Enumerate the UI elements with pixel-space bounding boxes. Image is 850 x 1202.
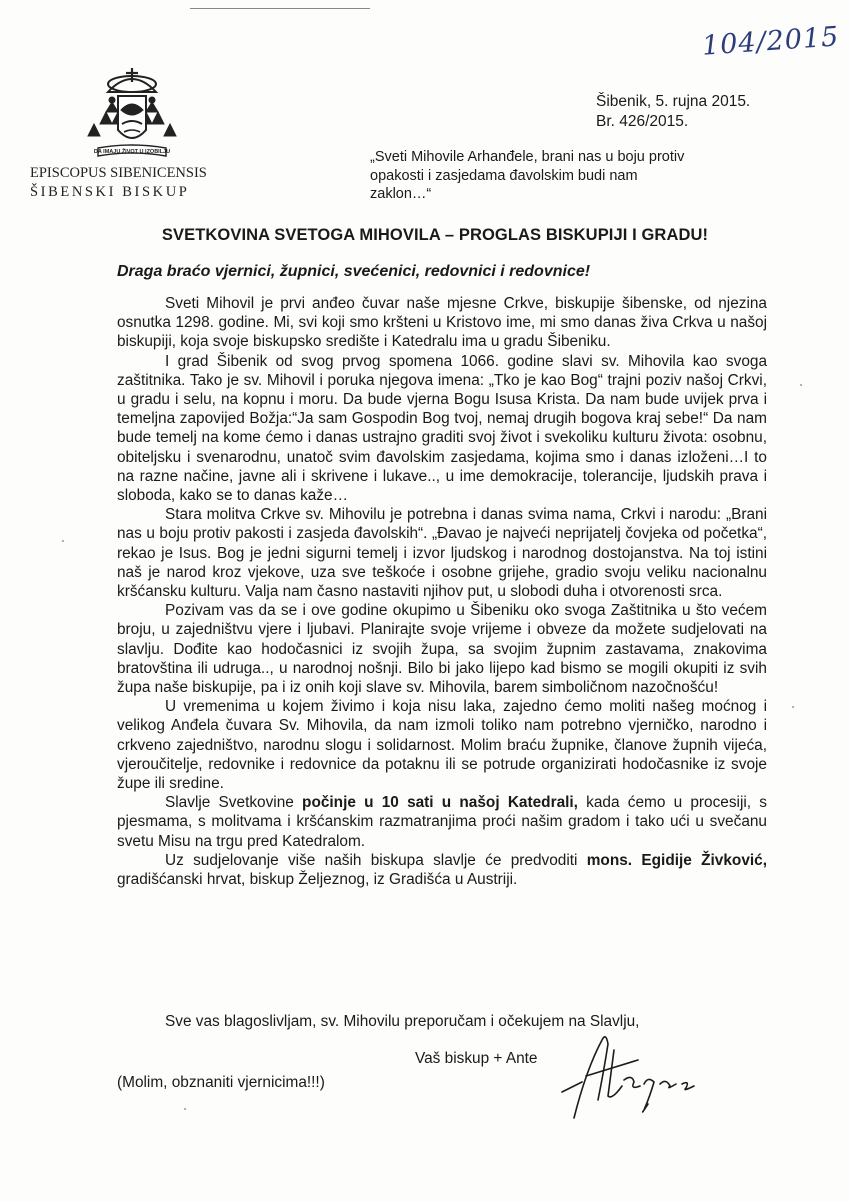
paper-speck	[62, 540, 64, 542]
paragraph-5: U vremenima u kojem živimo i koja nisu laka, zajedno ćemo moliti našeg moćnog i velikog Anđela čuvara Sv. Mihovila, da nam izmoli toliko nam potrebno vjerničko, narodno i crkveno zajedništvo, narodnu slogu i solidarnost. Molim braću župnike, članove župnih vijeća, vjeroučitelje, redovnike i redovnice da potaknu ili se potrude organizirati hodočasnike iz svoje župe ili sredine.	[117, 698, 767, 793]
crest-caption-latin: EPISCOPUS SIBENICENSIS	[30, 165, 207, 181]
crest-scroll-motto: DA IMAJU ŽIVOT U IZOBILJU	[93, 149, 171, 155]
paragraph-6-end: kada ćemo u procesiji, s pjesmama, s molitvama i kršćanskim razmatranjima proći našim gradom i tako ući u svečanu svetu Misu na trgu pred Katedralom.	[117, 794, 767, 850]
paper-speck	[184, 1108, 186, 1110]
blessing-line: Sve vas blagoslivljam, sv. Mihovilu preporučam i očekujem na Slavlju,	[165, 1013, 640, 1030]
paragraph-7-end: gradišćanski hrvat, biskup Željeznog, iz Gradišća u Austriji.	[117, 871, 518, 889]
paragraph-7-emphasis: mons. Egidije Živković,	[586, 851, 767, 869]
paragraph-3: Stara molitva Crkve sv. Mihovilu je potrebna i danas svima nama, Crkvi i narodu: „Brani nas u boju protiv pakosti i zasjeda đavolskih“. „Đavao je najveći neprijatelj čovjeka od početka“, rekao je Isus. Bog je jedni sigurni temelj i izvor ljudskog i narodnog dostojanstva. Na toj istini naš je narod kroz vjekove, uza sve teškoće i osobne grijehe, gradio svoju veliku nacionalnu kršćansku kulturu. Valja nam časno nastaviti njihov put, u slobodi duha i otvorenosti srca.	[117, 506, 767, 601]
paragraph-1: Sveti Mihovil je prvi anđeo čuvar naše mjesne Crkve, biskupije šibenske, od njezina osnutka 1298. godine. Mi, svi koji smo kršteni u Kristovo ime, mi smo danas živa Crkva u našoj biskupiji, koja svoje biskupsko središte i Katedralu ima u gradu Šibeniku.	[117, 295, 767, 351]
crest-caption	[30, 164, 240, 202]
document-reference-number: Br. 426/2015.	[596, 113, 689, 130]
greeting: Draga braćo vjernici, župnici, svećenici, redovnici i redovnice!	[117, 263, 591, 280]
paragraph-6	[117, 793, 767, 851]
date-block	[596, 92, 750, 132]
document-title: SVETKOVINA SVETOGA MIHOVILA – PROGLAS BISKUPIJI I GRADU!	[161, 226, 709, 244]
signoff-line: Vaš biskup + Ante	[415, 1050, 538, 1067]
document-date: Šibenik, 5. rujna 2015.	[596, 93, 751, 110]
handwritten-signature	[552, 1030, 702, 1122]
handwritten-document-number: 104/2015	[701, 21, 841, 62]
paper-speck	[800, 384, 802, 386]
paragraph-6-start: Slavlje Svetkovine	[165, 794, 303, 812]
paragraph-7	[117, 851, 767, 889]
motto-quote: „Sveti Mihovile Arhanđele, brani nas u boju protiv opakosti i zasjedama đavolskim budi nam zaklon…“	[370, 149, 685, 202]
top-rule	[190, 8, 370, 9]
announcement-note: (Molim, obznaniti vjernicima!!!)	[117, 1074, 325, 1091]
letter-body	[117, 294, 767, 889]
paragraph-4: Pozivam vas da se i ove godine okupimo u Šibeniku oko svoga Zaštitnika u što većem broju, u zajedništvu vjere i ljubavi. Planirajte svoje vrijeme i obveze da možete sudjelovati na slavlju. Dođite kao hodočasnici iz svojih župa, sa svojim župnim zastavama, znakovima bratovština ili udruga.., u narodnoj nošnji. Bilo bi jako lijepo kad bismo se mogili okupiti iz svih župa naše biskupije, pa i iz onih koji slave sv. Mihovila, barem simboličnom nazočnošću!	[117, 602, 767, 697]
paper-speck	[792, 706, 794, 708]
bishop-coat-of-arms	[82, 62, 182, 168]
paragraph-2: I grad Šibenik od svog prvog spomena 1066. godine slavi sv. Mihovila kao svoga zaštitnika. Tako je sv. Mihovil i poruka njegova imena: „Tko je kao Bog“ trajni poziv našoj Crkvi, u gradu i selu, na kopnu i moru. Da bude vjerna Bogu Isusa Krista. Da nam bude uvijek prva i temeljna zapovijed Božja:“Ja sam Gospodin Bog tvoj, nemaj drugih bogova kraj sebe!“ Da nam bude temelj na kome ćemo i danas ustrajno graditi svoj život i svekoliku kulturu života: osobnu, obiteljsku i svenarodnu, unatoč svim đavolskim zasjedama, kojima smo i danas izloženi…I to na razne načine, javne ali i skrivene i lukave.., u ime demokracije, tolerancije, ljudskih prava i sloboda, kako se to danas kaže…	[117, 352, 767, 505]
paragraph-6-emphasis: počinje u 10 sati u našoj Katedrali,	[302, 794, 578, 812]
paragraph-7-start: Uz sudjelovanje više naših biskupa slavlje će predvoditi	[165, 851, 587, 869]
crest-caption-croatian: ŠIBENSKI BISKUP	[30, 184, 190, 200]
